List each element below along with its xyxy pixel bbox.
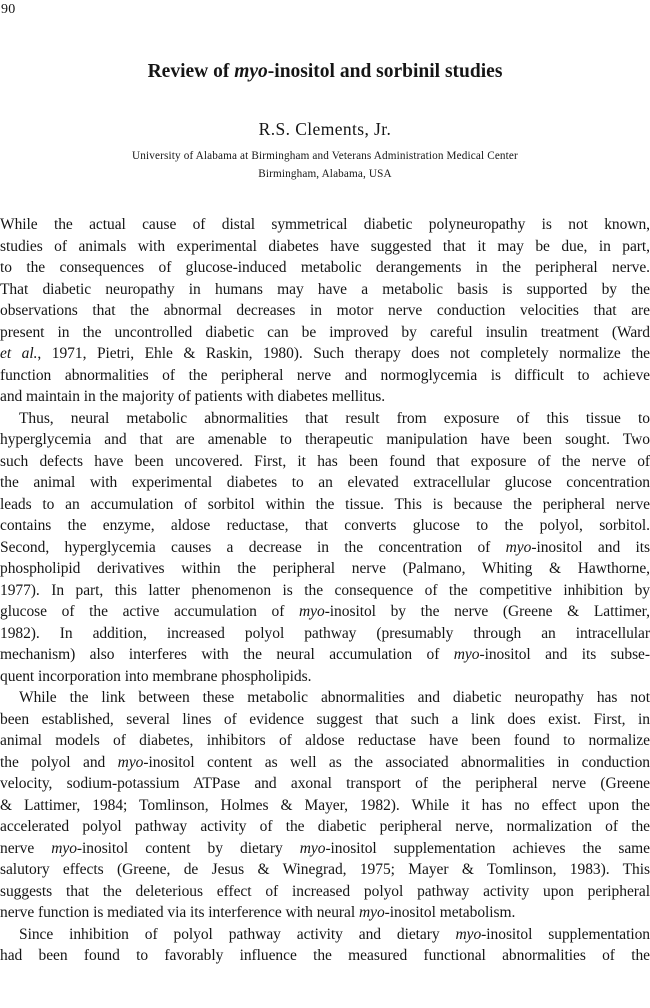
italic-term: myo: [358, 904, 385, 921]
text-line: salutory effects (Greene, de Jesus & Winegrad, 1975; Mayer & Tomlinson, 1983). This: [0, 861, 650, 878]
text-line: While the actual cause of distal symmetrical diabetic polyneuropathy is not known,: [0, 216, 650, 233]
title-suffix: -inositol and sorbinil studies: [267, 61, 503, 82]
author-name: R.S. Clements, Jr.: [258, 119, 392, 139]
italic-term: myo: [455, 925, 482, 943]
affiliation-line-2: Birmingham, Alabama, USA: [258, 168, 392, 180]
text-line: and maintain in the majority of patients with diabetes mellitus.: [0, 388, 386, 405]
text-line: function abnormalities of the peripheral nerve and normoglycemia is difficult to achieve: [0, 366, 650, 384]
italic-term: myo: [453, 646, 480, 663]
text-line: such defects have been uncovered. First, it has been found that exposure of the nerve of: [0, 452, 650, 470]
paragraph: [0, 408, 650, 688]
text-line: 1982). In addition, increased polyol pathway (presumably through an intracellular: [0, 624, 650, 642]
text-line: contains the enzyme, aldose reductase, that converts glucose to the polyol, sorbitol.: [0, 517, 650, 534]
text-line: quent incorporation into membrane phospholipids.: [0, 667, 312, 685]
text-line: the polyol and myo-inositol content as well as the associated abnormalities in conduction: [0, 753, 650, 771]
text-line: While the link between these metabolic abnormalities and diabetic neuropathy has not: [19, 689, 650, 706]
text-line: 1977). In part, this latter phenomenon is the consequence of the competitive inhibition by: [0, 581, 650, 599]
text-line: been established, several lines of evidence suggest that such a link does exist. First, in: [0, 710, 650, 728]
italic-term: myo: [505, 538, 532, 556]
text-line: et al., 1971, Pietri, Ehle & Raskin, 1980). Such therapy does not completely normalize the: [0, 345, 650, 362]
italic-term: myo: [51, 839, 77, 857]
body-text: [0, 214, 650, 967]
text-line: had been found to favorably influence the measured functional abnormalities of the: [0, 947, 650, 964]
text-line: present in the uncontrolled diabetic can be improved by careful insulin treatment (Ward: [0, 323, 650, 341]
italic-term: myo: [299, 603, 325, 620]
text-line: suggests that the deleterious effect of increased polyol pathway activity upon peripheral: [0, 882, 650, 900]
text-line: mechanism) also interferes with the neural accumulation of myo-inositol and its subse-: [0, 646, 650, 663]
text-line: glucose of the active accumulation of myo-inositol by the nerve (Greene & Lattimer,: [0, 603, 650, 620]
text-line: studies of animals with experimental diabetes have suggested that it may be due, in part,: [0, 237, 650, 255]
title-italic: myo: [234, 61, 268, 82]
text-line: to the consequences of glucose-induced metabolic derangements in the peripheral nerve.: [0, 259, 650, 276]
text-line: the animal with experimental diabetes to an elevated extracellular glucose concentration: [0, 474, 650, 491]
page-number: 90: [1, 2, 16, 17]
text-line: nerve function is mediated via its interference with neural myo-inositol metabolism.: [0, 904, 516, 921]
text-line: & Lattimer, 1984; Tomlinson, Holmes & Mayer, 1982). While it has no effect upon the: [0, 796, 650, 814]
paragraph: [0, 924, 650, 967]
text-line: That diabetic neuropathy in humans may have a metabolic basis is supported by the: [0, 280, 650, 298]
text-line: animal models of diabetes, inhibitors of aldose reductase have been found to normalize: [0, 732, 650, 749]
italic-term: et al.: [0, 345, 38, 362]
text-line: leads to an accumulation of sorbitol within the tissue. This is because the peripheral nerve: [0, 495, 650, 513]
text-line: Since inhibition of polyol pathway activity and dietary myo-inositol supplementation: [19, 925, 650, 943]
text-line: accelerated polyol pathway activity of the diabetic peripheral nerve, normalization of the: [0, 818, 650, 835]
text-line: nerve myo-inositol content by dietary myo-inositol supplementation achieves the same: [0, 839, 650, 857]
affiliation-line-1: University of Alabama at Birmingham and Veterans Administration Medical Center: [132, 150, 518, 162]
text-line: hyperglycemia and that are amenable to therapeutic manipulation have been sought. Two: [0, 431, 650, 448]
paragraph: [0, 214, 650, 408]
text-line: phospholipid derivatives within the peripheral nerve (Palmano, Whiting & Hawthorne,: [0, 560, 650, 577]
italic-term: myo: [117, 753, 144, 771]
title-prefix: Review of: [147, 61, 235, 82]
text-line: Thus, neural metabolic abnormalities that result from exposure of this tissue to: [19, 409, 650, 427]
text-line: velocity, sodium-potassium ATPase and axonal transport of the peripheral nerve (Greene: [0, 775, 650, 792]
article-title: [0, 61, 650, 83]
italic-term: myo: [299, 839, 326, 857]
text-line: Second, hyperglycemia causes a decrease in the concentration of myo-inositol and its: [0, 538, 650, 556]
paragraph: [0, 687, 650, 924]
text-line: observations that the abnormal decreases in motor nerve conduction velocities that are: [0, 302, 650, 319]
